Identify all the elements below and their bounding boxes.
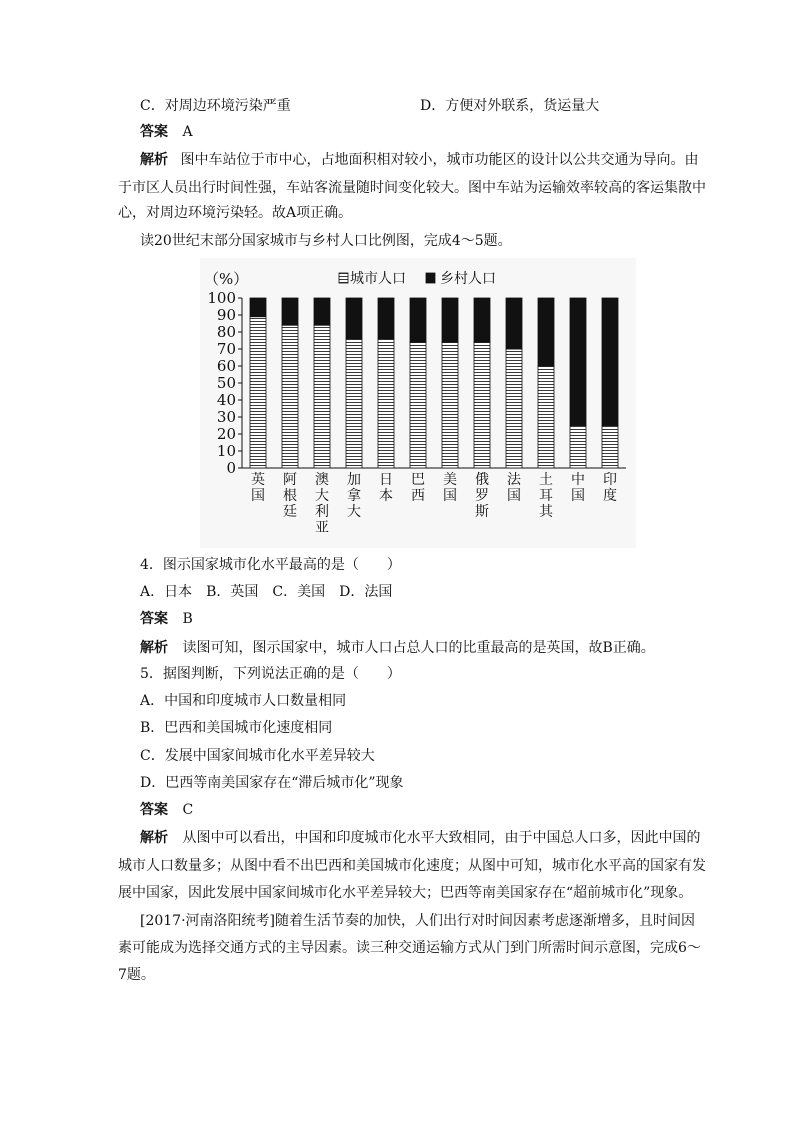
y-tick-label: 60 (216, 357, 236, 375)
bar-rural (410, 298, 426, 342)
analysis-text: 图中车站位于市中心，占地面积相对较小，城市功能区的设计以公共交通为导向。由 (180, 152, 699, 168)
bar-rural (602, 298, 618, 426)
bar-urban (378, 339, 394, 468)
question-5-option-d: D．巴西等南美国家存在“滞后城市化”现象 (140, 775, 404, 791)
x-tick-label: 加拿大 (347, 472, 361, 520)
bar-urban (570, 426, 586, 469)
y-tick-label: 30 (216, 408, 236, 426)
bar-urban (602, 426, 618, 469)
option-c: C．对周边环境污染严重 (140, 98, 291, 114)
y-tick-label: 40 (216, 391, 236, 409)
bar-rural (442, 298, 458, 342)
x-tick-label: 土耳其 (539, 472, 553, 520)
answer-row (140, 122, 193, 142)
bar-urban (410, 342, 426, 468)
analysis-line (140, 150, 698, 170)
bar-urban (250, 317, 266, 468)
bar-rural (346, 298, 362, 339)
chart-svg (200, 258, 636, 548)
analysis-label: 解析 (140, 640, 168, 656)
bar-urban (314, 325, 330, 468)
legend-label-urban: 城市人口 (350, 271, 406, 287)
legend-label-rural: 乡村人口 (440, 271, 496, 287)
x-tick-label: 澳大利亚 (315, 472, 329, 536)
question-intro: [2017·河南洛阳统考]随着生活节奏的加快，人们出行对时间因素考虑逐渐增多，且时间因 (140, 913, 696, 929)
question-5-option-b: B．巴西和美国城市化速度相同 (140, 720, 333, 736)
legend-swatch-rural (426, 273, 435, 283)
bar-urban (282, 325, 298, 468)
x-tick-label: 中国 (571, 472, 585, 504)
bar-urban (346, 339, 362, 468)
question-intro: 素可能成为选择交通方式的主导因素。读三种交通运输方式从门到门所需时间示意图，完成6～ (118, 940, 701, 956)
y-tick-label: 70 (216, 340, 236, 358)
x-tick-label: 阿根廷 (283, 472, 297, 520)
question-intro: 读20世纪末部分国家城市与乡村人口比例图，完成4～5题。 (140, 233, 512, 249)
x-tick-label: 美国 (443, 472, 457, 504)
bar-rural (506, 298, 522, 349)
y-tick-label: 20 (216, 425, 236, 443)
y-tick-label: 10 (216, 442, 236, 460)
x-tick-label: 日本 (379, 472, 393, 504)
y-tick-label: 0 (226, 459, 236, 477)
bar-rural (314, 298, 330, 325)
bar-urban (474, 342, 490, 468)
answer-label: 答案 (140, 611, 168, 627)
bar-rural (378, 298, 394, 339)
bar-rural (474, 298, 490, 342)
y-tick-label: 100 (207, 289, 236, 307)
analysis-line (140, 828, 700, 848)
bar-urban (506, 349, 522, 468)
analysis-line (140, 638, 655, 658)
y-tick-label: 90 (216, 306, 236, 324)
x-tick-label: 巴西 (411, 472, 425, 504)
bar-rural (250, 298, 266, 317)
analysis-line: 于市区人员出行时间性强，车站客流量随时间变化较大。图中车站为运输效率较高的客运集散中 (118, 180, 706, 196)
answer-row (140, 609, 193, 629)
y-axis-label: （%） (204, 270, 249, 288)
question-4-options: A．日本 B．英国 C．美国 D．法国 (140, 584, 393, 600)
analysis-label: 解析 (140, 830, 168, 846)
analysis-label: 解析 (140, 152, 168, 168)
x-tick-label: 英国 (251, 472, 265, 504)
bar-rural (570, 298, 586, 426)
y-tick-label: 80 (216, 323, 236, 341)
population-chart (200, 258, 636, 548)
bar-urban (538, 366, 554, 468)
x-tick-label: 印度 (603, 472, 617, 504)
analysis-line: 心，对周边环境污染轻。故A项正确。 (118, 205, 353, 221)
question-4-stem: 4．图示国家城市化水平最高的是（ ） (140, 557, 401, 573)
question-intro: 7题。 (118, 967, 155, 983)
answer-label: 答案 (140, 802, 168, 818)
question-5-stem: 5．据图判断，下列说法正确的是（ ） (140, 666, 401, 682)
legend-swatch-urban (339, 273, 348, 283)
x-tick-label: 俄罗斯 (475, 472, 489, 520)
question-5-option-c: C．发展中国家间城市化水平差异较大 (140, 748, 375, 764)
analysis-line: 城市人口数量多；从图中看不出巴西和美国城市化速度；从图中可知，城市化水平高的国家有发 (118, 858, 706, 874)
bar-urban (442, 342, 458, 468)
y-tick-label: 50 (216, 374, 236, 392)
answer-value: B (182, 611, 193, 627)
answer-label: 答案 (140, 124, 168, 140)
bar-rural (538, 298, 554, 366)
question-5-option-a: A．中国和印度城市人口数量相同 (140, 693, 347, 709)
analysis-text: 从图中可以看出，中国和印度城市化水平大致相同，由于中国总人口多，因此中国的 (182, 830, 701, 846)
analysis-text: 读图可知，图示国家中，城市人口占总人口的比重最高的是英国，故B正确。 (182, 640, 655, 656)
answer-value: C (182, 802, 194, 818)
option-d: D．方便对外联系，货运量大 (420, 98, 600, 114)
analysis-line: 展中国家，因此发展中国家间城市化水平差异较大；巴西等南美国家存在“超前城市化”现象。 (118, 885, 693, 901)
answer-value: A (182, 124, 193, 140)
x-tick-label: 法国 (507, 472, 521, 504)
answer-row (140, 800, 193, 820)
bar-rural (282, 298, 298, 325)
